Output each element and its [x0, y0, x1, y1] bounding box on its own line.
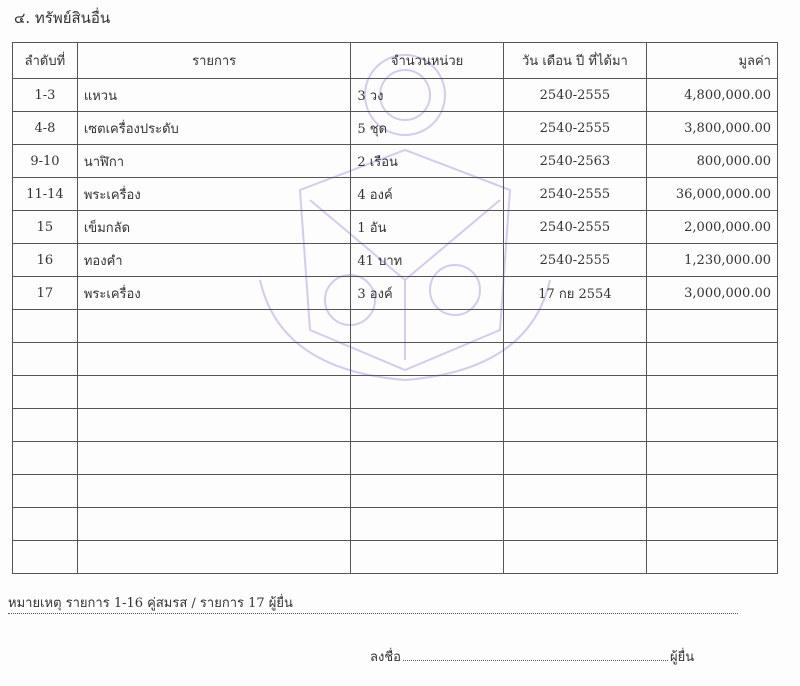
- cell-quantity: [351, 541, 503, 574]
- cell-date: 2540-2555: [503, 112, 646, 145]
- cell-quantity: [351, 442, 503, 475]
- cell-date: [503, 442, 646, 475]
- cell-order: 1-3: [13, 79, 78, 112]
- table-row: [13, 508, 778, 541]
- cell-item: ทองคำ: [77, 244, 351, 277]
- cell-quantity: 5 ชุด: [351, 112, 503, 145]
- cell-quantity: [351, 376, 503, 409]
- table-row: [13, 145, 778, 178]
- cell-order: 15: [13, 211, 78, 244]
- cell-date: 2540-2555: [503, 178, 646, 211]
- table-row: [13, 442, 778, 475]
- header-quantity: จำนวนหน่วย: [351, 43, 503, 79]
- cell-date: [503, 409, 646, 442]
- cell-quantity: 2 เรือน: [351, 145, 503, 178]
- cell-order: 16: [13, 244, 78, 277]
- table-row: [13, 79, 778, 112]
- cell-date: 2540-2555: [503, 211, 646, 244]
- cell-quantity: [351, 409, 503, 442]
- cell-date: [503, 376, 646, 409]
- table-row: [13, 310, 778, 343]
- cell-value: 800,000.00: [647, 145, 778, 178]
- cell-order: [13, 343, 78, 376]
- cell-value: 1,230,000.00: [647, 244, 778, 277]
- cell-item: [77, 541, 351, 574]
- cell-order: [13, 442, 78, 475]
- cell-order: [13, 376, 78, 409]
- cell-date: [503, 475, 646, 508]
- cell-quantity: [351, 508, 503, 541]
- assets-table: [12, 42, 778, 574]
- cell-value: [647, 475, 778, 508]
- table-row: [13, 277, 778, 310]
- table-row: [13, 178, 778, 211]
- cell-order: 9-10: [13, 145, 78, 178]
- signature: [403, 660, 668, 661]
- cell-value: 3,800,000.00: [647, 112, 778, 145]
- cell-order: 11-14: [13, 178, 78, 211]
- cell-value: 3,000,000.00: [647, 277, 778, 310]
- cell-quantity: 1 อัน: [351, 211, 503, 244]
- cell-value: [647, 376, 778, 409]
- cell-item: [77, 343, 351, 376]
- table-row: [13, 211, 778, 244]
- cell-order: 17: [13, 277, 78, 310]
- cell-order: [13, 541, 78, 574]
- cell-quantity: [351, 475, 503, 508]
- cell-value: [647, 343, 778, 376]
- cell-item: [77, 508, 351, 541]
- cell-quantity: 4 องค์: [351, 178, 503, 211]
- cell-date: 2540-2563: [503, 145, 646, 178]
- cell-item: [77, 310, 351, 343]
- cell-date: [503, 310, 646, 343]
- header-value: มูลค่า: [647, 43, 778, 79]
- section-title: ๔. ทรัพย์สินอื่น: [14, 9, 111, 27]
- cell-value: [647, 409, 778, 442]
- cell-item: [77, 376, 351, 409]
- cell-order: [13, 310, 78, 343]
- cell-date: [503, 541, 646, 574]
- cell-order: [13, 475, 78, 508]
- cell-value: [647, 541, 778, 574]
- table-row: [13, 244, 778, 277]
- cell-item: แหวน: [77, 79, 351, 112]
- cell-item: [77, 409, 351, 442]
- table-header-row: [13, 43, 778, 79]
- cell-quantity: 3 วง: [351, 79, 503, 112]
- cell-value: [647, 442, 778, 475]
- cell-value: [647, 310, 778, 343]
- table-row: [13, 112, 778, 145]
- cell-value: [647, 508, 778, 541]
- table-row: [13, 475, 778, 508]
- table-row: [13, 541, 778, 574]
- cell-value: 4,800,000.00: [647, 79, 778, 112]
- cell-item: พระเครื่อง: [77, 178, 351, 211]
- cell-item: นาฬิกา: [77, 145, 351, 178]
- sign-suffix: ผู้ยื่น: [669, 650, 695, 665]
- cell-item: พระเครื่อง: [77, 277, 351, 310]
- cell-value: 36,000,000.00: [647, 178, 778, 211]
- cell-order: 4-8: [13, 112, 78, 145]
- signature-line: [370, 646, 694, 667]
- table-row: [13, 343, 778, 376]
- cell-quantity: [351, 343, 503, 376]
- cell-value: 2,000,000.00: [647, 211, 778, 244]
- cell-quantity: 41 บาท: [351, 244, 503, 277]
- cell-date: 17 กย 2554: [503, 277, 646, 310]
- cell-item: เซตเครื่องประดับ: [77, 112, 351, 145]
- cell-order: [13, 508, 78, 541]
- cell-quantity: [351, 310, 503, 343]
- cell-item: [77, 442, 351, 475]
- cell-order: [13, 409, 78, 442]
- cell-date: [503, 508, 646, 541]
- cell-item: [77, 475, 351, 508]
- header-order: ลำดับที่: [13, 43, 78, 79]
- cell-date: 2540-2555: [503, 244, 646, 277]
- cell-date: [503, 343, 646, 376]
- cell-quantity: 3 องค์: [351, 277, 503, 310]
- sign-label: ลงชื่อ: [370, 650, 401, 665]
- header-item: รายการ: [77, 43, 351, 79]
- remark: หมายเหตุ รายการ 1-16 คู่สมรส / รายการ 17 ผู้ยื่น: [8, 592, 738, 614]
- header-date: วัน เดือน ปี ที่ได้มา: [503, 43, 646, 79]
- table-row: [13, 409, 778, 442]
- cell-item: เข็มกลัด: [77, 211, 351, 244]
- table-row: [13, 376, 778, 409]
- cell-date: 2540-2555: [503, 79, 646, 112]
